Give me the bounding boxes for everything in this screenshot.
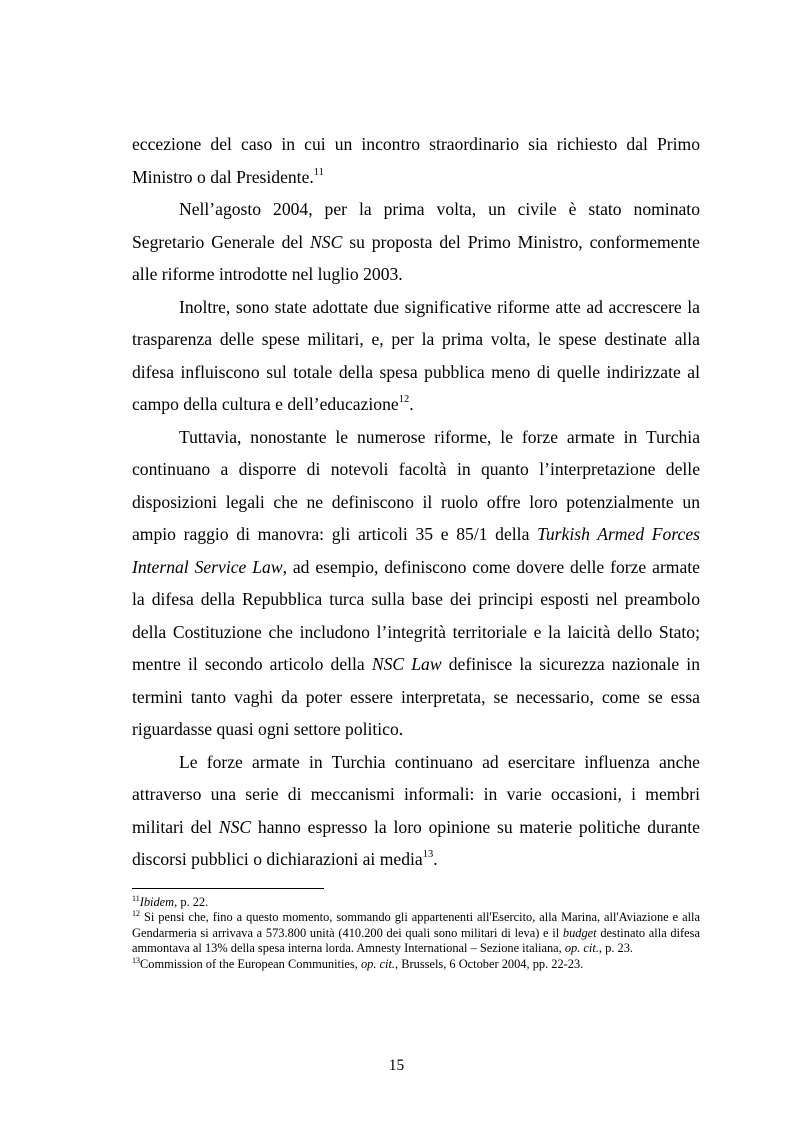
nsc-term: NSC [310, 231, 343, 252]
law-title-nsc: NSC Law [371, 654, 442, 674]
law-title-armed-forces: Turkish Armed Forces Internal Service Law [132, 524, 700, 577]
footnote-ref-11[interactable]: 11 [313, 166, 324, 178]
footnote-separator [132, 888, 324, 889]
footnote-ref-12[interactable]: 12 [398, 394, 410, 405]
body-text [132, 128, 700, 876]
paragraph-2: Nell’agosto 2004, per la prima volta, un civile è stato nominato Segretario Generale del NSC su proposta del Primo Ministro, conformemente alle riforme introdotte nel luglio 2003. [132, 199, 700, 284]
footnote-ref-13[interactable]: 13 [422, 849, 434, 860]
footnotes [132, 895, 700, 972]
nsc-term: NSC [218, 816, 252, 837]
paragraph-3: Inoltre, sono state adottate due significative riforme atte ad accrescere la trasparenza delle spese militari, e, per la prima volta, le spese destinate alla difesa influiscono sul totale della spesa pubblica meno di quelle indirizzate al campo della cultura e dell’educazione$^{12}$. [132, 296, 700, 414]
paragraph-1: eccezione del caso in cui un incontro straordinario sia richiesto dal Primo Ministro o dal Presidente.$^{11}$ [132, 134, 700, 187]
paragraph-5: Le forze armate in Turchia continuano ad esercitare influenza anche attraverso una serie di meccanismi informali: in varie occasioni, i membri militari del NSC hanno espresso la loro opinione su materie politiche durante discorsi pubblici o dichiarazioni ai media$^{13}$. [132, 751, 700, 869]
paragraph-4: Tuttavia, nonostante le numerose riforme, le forze armate in Turchia continuano a disporre di notevoli facoltà in quanto l’interpretazione delle disposizioni legali che ne definiscono il ruolo offre loro potenzialmente un ampio raggio di manovra: gli articoli 35 e 85/1 della Turkish Armed Forces Internal Service Law, ad esempio, definiscono come dovere delle forze armate la difesa della Repubblica turca sulla base dei principi esposti nel preambolo della Costituzione che includono l’integrità territoriale e la laicità dello Stato; mentre il secondo articolo della NSC Law definisce la sicurezza nazionale in termini tanto vaghi da poter essere interpretata, se necessario, come se essa riguardasse quasi ogni settore politico. [132, 426, 700, 739]
page-number: 15 [388, 1057, 405, 1074]
footnote-11: $^{11}$Ibidem, p. 22. [132, 894, 209, 909]
footnote-13: $^{13}$Commission of the European Communities, op. cit., Brussels, 6 October 2004, pp. 22-23. [132, 955, 584, 971]
footnote-12: $^{12}$ Si pensi che, fino a questo momento, sommando gli appartenenti all'Esercito, alla Marina, all'Aviazione e alla Gendarmeria si arrivava a 573.800 unità (410.200 dei quali sono militari di leva) e il budget destinato alla difesa ammontava al 13% della spesa interna lorda. Amnesty International – Sezione italiana, op. cit., p. 23. [132, 909, 700, 956]
